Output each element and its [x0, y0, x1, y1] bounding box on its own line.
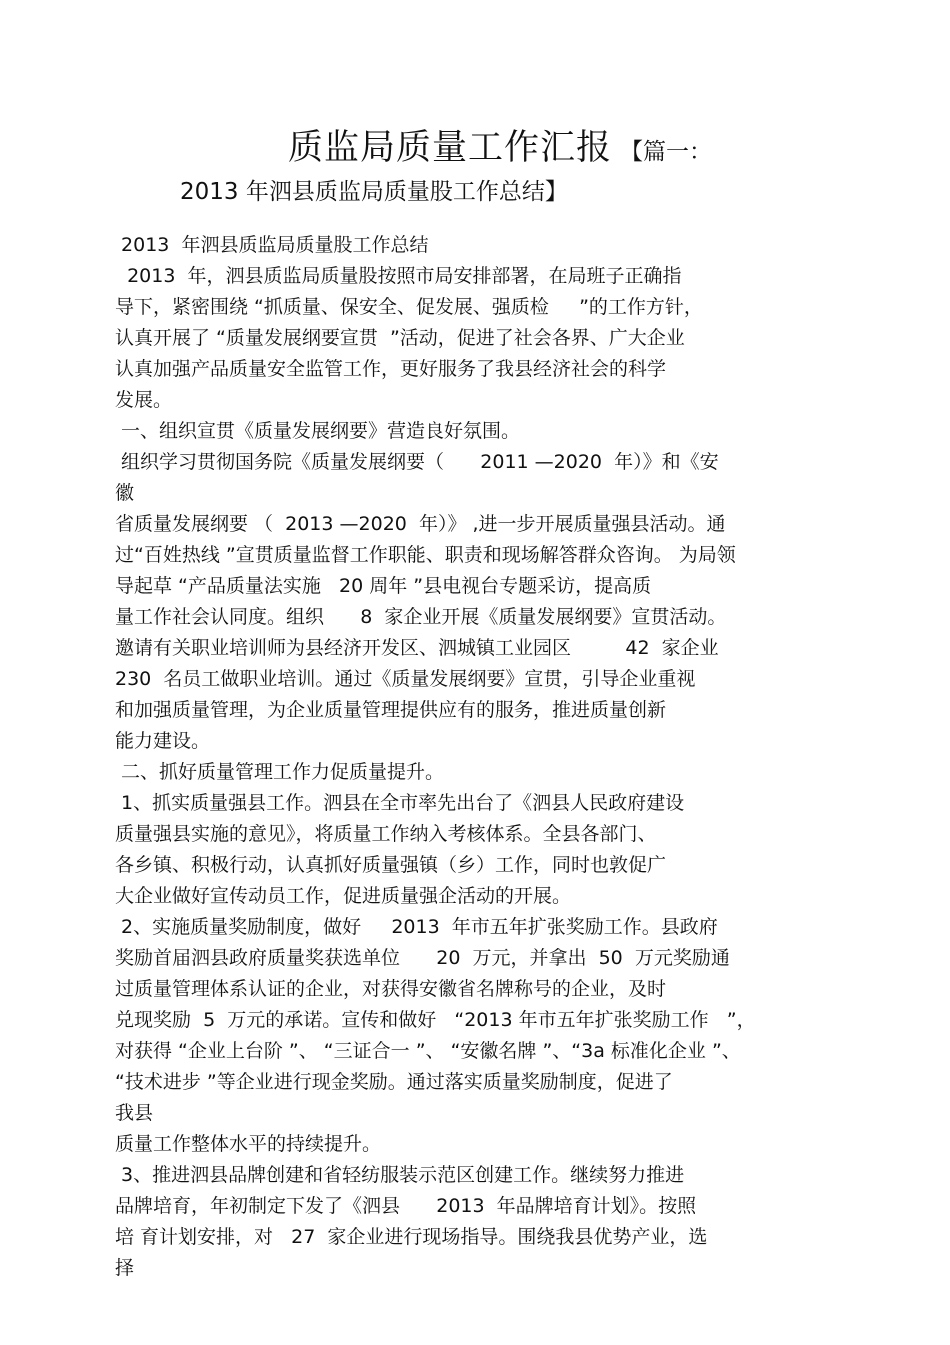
text-line: 过质量管理体系认证的企业，对获得安徽省名牌称号的企业，及时 — [115, 978, 667, 1000]
text-line: 2、实施质量奖励制度，做好 2013 年市五年扩张奖励工作。县政府 — [115, 916, 718, 938]
text-line: 2013 年，泗县质监局质量股按照市局安排部署，在局班子正确指 — [115, 265, 682, 287]
text-line: 和加强质量管理，为企业质量管理提供应有的服务，推进质量创新 — [115, 699, 667, 721]
text-line: “技术进步 ”等企业进行现金奖励。通过落实质量奖励制度，促进了 — [115, 1071, 673, 1093]
document-subtitle: 2013 年泗县质监局质量股工作总结】 — [180, 179, 568, 205]
text-line: 省质量发展纲要 （ 2013 —2020 年）》 ,进一步开展质量强县活动。通 — [115, 513, 726, 535]
text-line: 邀请有关职业培训师为县经济开发区、泗城镇工业园区 42 家企业 — [115, 637, 719, 659]
text-line: 兑现奖励 5 万元的承诺。宣传和做好 “2013 年市五年扩张奖励工作 ”， — [115, 1009, 756, 1031]
text-line: 认真加强产品质量安全监管工作，更好服务了我县经济社会的科学 — [115, 358, 667, 380]
text-line: 230 名员工做职业培训。通过《质量发展纲要》宣贯，引导企业重视 — [115, 668, 696, 690]
text-line: 各乡镇、积极行动，认真抓好质量强镇（乡）工作，同时也敦促广 — [115, 854, 667, 876]
text-line: 对获得 “企业上台阶 ”、 “三证合一 ”、 “安徽名牌 ”、“3a 标准化企业 ”、 — [115, 1040, 741, 1062]
text-line: 质量工作整体水平的持续提升。 — [115, 1133, 382, 1155]
document-body — [115, 230, 835, 1284]
text-line: 徽 — [115, 482, 135, 504]
text-line: 质量强县实施的意见》，将质量工作纳入考核体系。全县各部门、 — [115, 823, 657, 845]
text-line: 一、组织宣贯《质量发展纲要》营造良好氛围。 — [115, 420, 521, 442]
text-line: 二、抓好质量管理工作力促质量提升。 — [115, 761, 445, 783]
text-line: 组织学习贯彻国务院《质量发展纲要（ 2011 —2020 年）》和《安 — [115, 451, 719, 473]
text-line: 择 — [115, 1257, 135, 1279]
text-line: 我县 — [115, 1102, 154, 1124]
text-line: 导起草 “产品质量法实施 20 周年 ”县电视台专题采访，提高质 — [115, 575, 652, 597]
text-line: 量工作社会认同度。组织 8 家企业开展《质量发展纲要》宣贯活动。 — [115, 606, 727, 628]
text-line: 大企业做好宣传动员工作，促进质量强企活动的开展。 — [115, 885, 572, 907]
text-line: 培 育计划安排，对 27 家企业进行现场指导。围绕我县优势产业，选 — [115, 1226, 708, 1248]
text-line: 3、推进泗县品牌创建和省轻纺服装示范区创建工作。继续努力推进 — [115, 1164, 685, 1186]
title-tag: 【篇一： — [620, 139, 713, 165]
text-line: 认真开展了 “质量发展纲要宣贯 ”活动，促进了社会各界、广大企业 — [115, 327, 685, 349]
text-line: 能力建设。 — [115, 730, 211, 752]
text-line: 过“百姓热线 ”宣贯质量监督工作职能、职责和现场解答群众咨询。 为局领 — [115, 544, 736, 566]
title-main: 质监局质量工作汇报 — [288, 128, 613, 168]
text-line: 导下，紧密围绕 “抓质量、保安全、促发展、强质检 ”的工作方针， — [115, 296, 703, 318]
text-line: 品牌培育，年初制定下发了《泗县 2013 年品牌培育计划》。按照 — [115, 1195, 697, 1217]
text-line: 发展。 — [115, 389, 173, 411]
text-line: 奖励首届泗县政府质量奖获选单位 20 万元，并拿出 50 万元奖励通 — [115, 947, 730, 969]
text-line: 1、抓实质量强县工作。泗县在全市率先出台了《泗县人民政府建设 — [115, 792, 685, 814]
text-line: 2013 年泗县质监局质量股工作总结 — [115, 234, 429, 256]
